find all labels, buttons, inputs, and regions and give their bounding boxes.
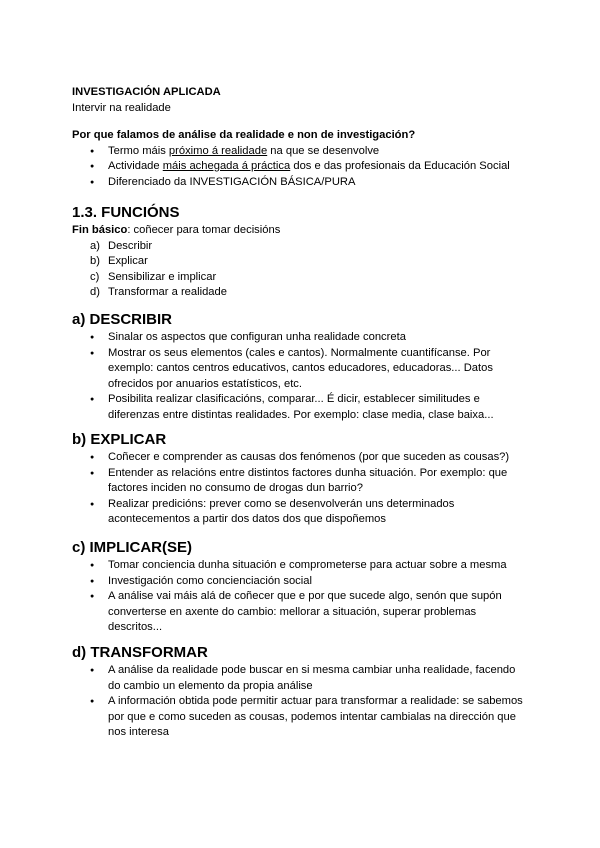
list-item: ● Investigación como concienciación social	[72, 574, 532, 590]
explicar-section	[72, 430, 532, 528]
section-heading: b) EXPLICAR	[72, 431, 167, 448]
list-item: ● A análise da realidade pode buscar en si mesma cambiar unha realidade, facendo do cambio un elemento da propia análise	[72, 663, 532, 694]
funcions-list	[72, 239, 532, 301]
list-item: c) Sensibilizar e implicar	[90, 270, 217, 283]
section-heading: d) TRANSFORMAR	[72, 644, 208, 661]
fin-basico-line: Fin básico: coñecer para tomar decisións	[72, 224, 281, 236]
list-item: ● Tomar conciencia dunha situación e comprometerse para actuar sobre a mesma	[72, 558, 532, 574]
list-item: ● Posibilita realizar clasificacións, comparar... É dicir, establecer similitudes e diferenzas entre distintas realidades. Por exemplo: clase media, clase baixa...	[72, 392, 532, 423]
funcions-section	[72, 203, 532, 301]
list-item: ● Termo máis próximo á realidade na que se desenvolve	[72, 144, 532, 160]
list-item: ● Diferenciado da INVESTIGACIÓN BÁSICA/PURA	[72, 175, 532, 191]
describir-section	[72, 310, 532, 423]
question-heading: Por que falamos de análise da realidade e non de investigación?	[72, 129, 416, 141]
list-item: ● A información obtida pode permitir actuar para transformar a realidade: se sabemos por que e como suceden as cousas, podemos intentar cambialas na dirección que nos interesa	[72, 694, 532, 741]
question-section	[72, 128, 532, 190]
transformar-section	[72, 643, 532, 741]
section-heading: 1.3. FUNCIÓNS	[72, 204, 180, 221]
list-item: d) Transformar a realidade	[90, 286, 227, 298]
section-heading: c) IMPLICAR(SE)	[72, 539, 192, 556]
describir-bullets	[72, 330, 532, 423]
list-item: ● Sinalar os aspectos que configuran unha realidade concreta	[72, 330, 532, 346]
intro-section	[72, 85, 532, 116]
list-item: ● Coñecer e comprender as causas dos fenómenos (por que suceden as cousas?)	[72, 450, 532, 466]
list-item: a) Describir	[90, 239, 153, 252]
list-item: ● Entender as relacións entre distintos factores dunha situación. Por exemplo: que factores inciden no consumo de drogas dun barrio?	[72, 466, 532, 497]
doc-title: INVESTIGACIÓN APLICADA	[72, 86, 221, 98]
list-item: ● Realizar predicións: prever como se desenvolverán uns determinados acontecementos a partir dos datos dos que dispoñemos	[72, 497, 532, 528]
transformar-bullets	[72, 663, 532, 741]
section-heading: a) DESCRIBIR	[72, 311, 173, 328]
list-item: ● Actividade máis achegada á práctica dos e das profesionais da Educación Social	[72, 159, 532, 175]
list-item: b) Explicar	[90, 255, 148, 267]
doc-subtitle: Intervir na realidade	[72, 101, 171, 114]
list-item: ● Mostrar os seus elementos (cales e cantos). Normalmente cuantifícanse. Por exemplo: cantos centros educativos, cantos educadores, educadoras... Datos ofrecidos por anuarios estatísticos, etc.	[72, 346, 532, 393]
question-bullets	[72, 144, 532, 191]
implicar-bullets	[72, 558, 532, 636]
explicar-bullets	[72, 450, 532, 528]
list-item: ● A análise vai máis alá de coñecer que e por que sucede algo, senón que supón converterse en axente do cambio: mellorar a situación, superar problemas descritos...	[72, 589, 532, 636]
implicar-section	[72, 538, 532, 636]
